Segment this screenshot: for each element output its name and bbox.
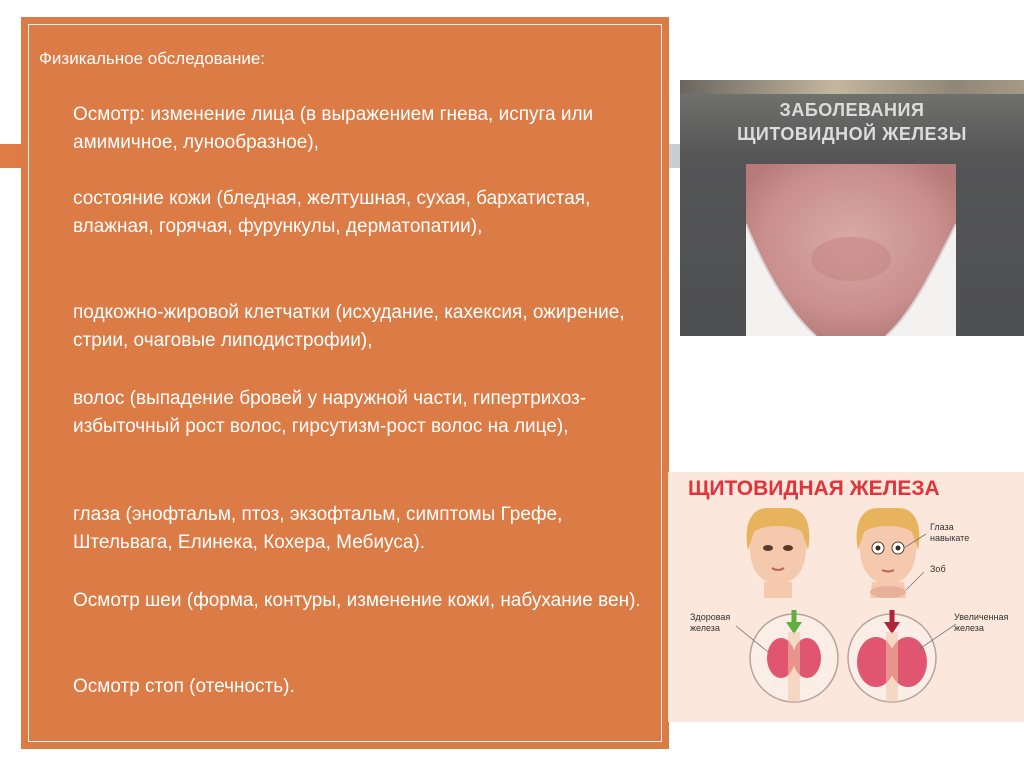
- thyroid-comparison-illustration: [668, 472, 1024, 722]
- list-item: Осмотр: изменение лица (в выражением гнева, испуга или амимичное, лунообразное),: [73, 104, 594, 153]
- thyroid-disease-photo: [680, 80, 1024, 336]
- photo-title-line-1: ЗАБОЛЕВАНИЯ: [779, 100, 925, 120]
- left-accent-stripe: [0, 144, 22, 168]
- list-item: Осмотр шеи (форма, контуры, изменение кожи, набухание вен).: [73, 590, 641, 611]
- goiter-face: [848, 508, 936, 702]
- neck-photo: [746, 164, 956, 336]
- photo-title-line-2: ЩИТОВИДНОЙ ЖЕЛЕЗЫ: [737, 124, 967, 144]
- text-panel: [21, 17, 669, 749]
- label-enlarged-line-2: железа: [954, 623, 984, 633]
- list-item: волос (выпадение бровей у наружной части, гипертрихоз-избыточный рост волос, гирсутизм-рост волос на лице),: [73, 388, 587, 437]
- diagram-title: ЩИТОВИДНАЯ ЖЕЛЕЗА: [688, 477, 940, 500]
- list-item: Осмотр стоп (отечность).: [73, 676, 295, 697]
- label-healthy-line-1: Здоровая: [690, 612, 731, 622]
- list-item: состояние кожи (бледная, желтушная, сухая, бархатистая, влажная, горячая, фурункулы, дерматопатии),: [73, 188, 591, 237]
- label-healthy: [690, 612, 730, 634]
- label-eyes-line-2: навыкате: [930, 533, 970, 543]
- list-item: глаза (энофтальм, птоз, экзофтальм, симптомы Грефе, Штельвага, Елинека, Кохера, Мебиуса).: [73, 504, 563, 553]
- gray-accent-tab: [668, 144, 680, 168]
- photo-title: [680, 98, 1024, 146]
- section-heading: Физикальное обследование:: [39, 49, 266, 68]
- label-eyes: [930, 522, 969, 544]
- neck-illustration: [746, 164, 956, 336]
- label-enlarged: [954, 612, 1008, 634]
- thyroid-diagram: [668, 472, 1024, 722]
- photo-top-strip: [680, 80, 1024, 94]
- healthy-face: [747, 508, 838, 702]
- label-goiter: Зоб: [930, 564, 946, 574]
- label-healthy-line-2: железа: [690, 623, 720, 633]
- label-eyes-line-1: Глаза: [930, 522, 954, 532]
- list-item: подкожно-жировой клетчатки (исхудание, кахексия, ожирение, стрии, очаговые липодистрофии),: [73, 302, 625, 351]
- label-enlarged-line-1: Увеличенная: [954, 612, 1009, 622]
